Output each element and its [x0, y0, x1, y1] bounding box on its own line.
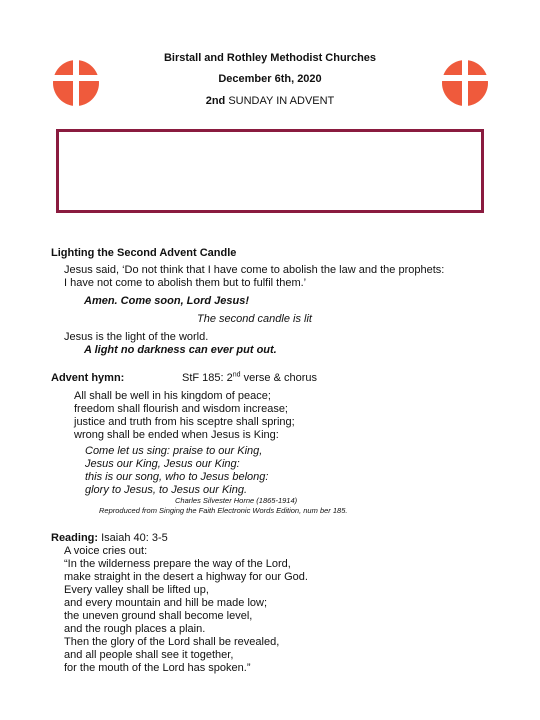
- reading-heading: [51, 532, 168, 545]
- candle-intro-line: I have not come to abolish them but to fulfil them.’: [64, 277, 307, 289]
- hymn-chorus-line: this is our song, who to Jesus belong:: [85, 471, 269, 483]
- reading-line: Every valley shall be lifted up,: [64, 584, 209, 596]
- hymn-reference: [182, 372, 317, 385]
- reading-line: and all people shall see it together,: [64, 649, 234, 661]
- hymn-credit: Charles Silvester Horne (1865-1914): [175, 496, 298, 505]
- hymn-copyright: Reproduced from Singing the Faith Electronic Words Edition, num ber 185.: [99, 506, 348, 515]
- reading-reference: Isaiah 40: 3-5: [101, 532, 168, 544]
- service-title: [0, 95, 540, 108]
- candle-heading: Lighting the Second Advent Candle: [51, 247, 237, 259]
- reading-line: the uneven ground shall become level,: [64, 610, 253, 622]
- hymn-ref-number: StF 185: 2: [182, 372, 233, 384]
- hymn-verse-line: All shall be well in his kingdom of peace;: [74, 390, 271, 402]
- candle-instruction: The second candle is lit: [197, 313, 312, 325]
- candle-intro-line: Jesus said, ‘Do not think that I have come to abolish the law and the prophets:: [64, 264, 445, 276]
- hymn-verse-line: justice and truth from his sceptre shall spring;: [74, 416, 295, 428]
- reading-line: and the rough places a plain.: [64, 623, 206, 635]
- hymn-ref-suffix: verse & chorus: [240, 372, 317, 384]
- light-response: A light no darkness can ever put out.: [84, 344, 277, 356]
- church-name: Birstall and Rothley Methodist Churches: [163, 52, 377, 64]
- hymn-verse-line: freedom shall flourish and wisdom increase;: [74, 403, 288, 415]
- sunday-number: 2nd: [205, 95, 226, 107]
- image-frame: [56, 129, 484, 213]
- hymn-verse-line: wrong shall be ended when Jesus is King:: [74, 429, 279, 441]
- hymn-chorus-line: glory to Jesus, to Jesus our King.: [85, 484, 248, 496]
- sunday-name: SUNDAY IN ADVENT: [228, 95, 335, 107]
- reading-line: and every mountain and hill be made low;: [64, 597, 268, 609]
- reading-line: A voice cries out:: [64, 545, 148, 557]
- reading-line: Then the glory of the Lord shall be revealed,: [64, 636, 280, 648]
- reading-line: make straight in the desert a highway for our God.: [64, 571, 308, 583]
- hymn-label: Advent hymn:: [51, 372, 125, 384]
- candle-response: Amen. Come soon, Lord Jesus!: [84, 295, 250, 307]
- hymn-chorus-line: Jesus our King, Jesus our King:: [85, 458, 240, 470]
- hymn-chorus-line: Come let us sing: praise to our King,: [85, 445, 263, 457]
- reading-line: “In the wilderness prepare the way of the Lord,: [64, 558, 291, 570]
- reading-line: for the mouth of the Lord has spoken.”: [64, 662, 251, 674]
- hymn-ref-ordinal: nd: [232, 371, 241, 379]
- reading-label: Reading:: [51, 532, 99, 544]
- service-date: December 6th, 2020: [218, 73, 322, 85]
- light-line: Jesus is the light of the world.: [64, 331, 209, 343]
